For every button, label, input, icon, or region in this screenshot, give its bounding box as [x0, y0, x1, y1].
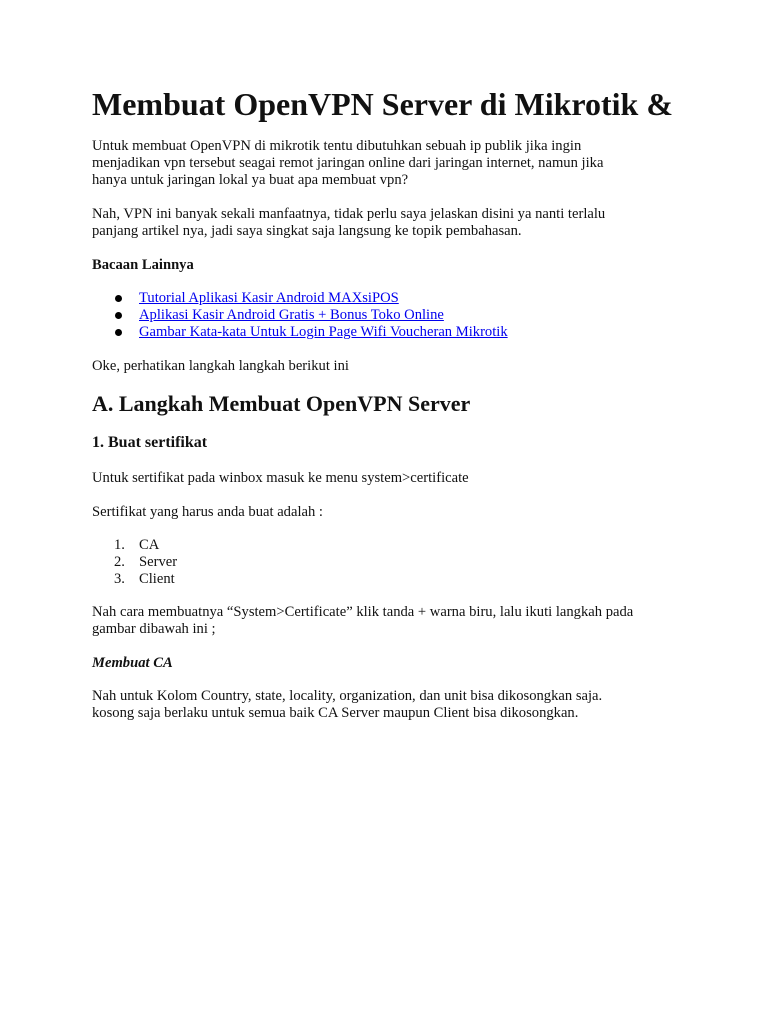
text-line: Nah cara membuatnya “System>Certificate” klik tanda + warna biru, lalu ikuti langkah pada [92, 604, 634, 620]
text-line: Untuk membuat OpenVPN di mikrotik tentu dibutuhkan sebuah ip publik jika ingin [92, 138, 582, 154]
subsection-1-heading: 1. Buat sertifikat [92, 434, 208, 451]
list-number: 2. [114, 554, 125, 570]
list-number: 1. [114, 537, 125, 553]
related-heading: Bacaan Lainnya [92, 257, 194, 273]
text-line: menjadikan vpn tersebut seagai remot jaringan online dari jaringan internet, namun jika [92, 155, 604, 171]
how-to-paragraph [92, 604, 682, 638]
related-link-3[interactable]: Gambar Kata-kata Untuk Login Page Wifi Voucheran Mikrotik [139, 324, 508, 340]
text-line: gambar dibawah ini ; [92, 621, 216, 637]
text-line: Nah untuk Kolom Country, state, locality, organization, dan unit bisa dikosongkan saja. [92, 688, 603, 704]
text-line: panjang artikel nya, jadi saya singkat saja langsung ke topik pembahasan. [92, 223, 522, 239]
section-a-heading: A. Langkah Membuat OpenVPN Server [92, 391, 471, 416]
bullet-icon [115, 295, 122, 302]
text-line: kosong saja berlaku untuk semua baik CA Server maupun Client bisa dikosongkan. [92, 705, 579, 721]
intro-paragraph-2 [92, 206, 682, 240]
bullet-icon [115, 329, 122, 336]
ca-paragraph [92, 688, 682, 722]
text-line: hanya untuk jaringan lokal ya buat apa membuat vpn? [92, 172, 409, 188]
text-line: Nah, VPN ini banyak sekali manfaatnya, tidak perlu saya jelaskan disini ya nanti terlalu [92, 206, 606, 222]
ca-heading: Membuat CA [92, 655, 173, 671]
related-link-1[interactable]: Tutorial Aplikasi Kasir Android MAXsiPOS [139, 290, 399, 306]
related-link-2[interactable]: Aplikasi Kasir Android Gratis + Bonus Toko Online [139, 307, 444, 323]
intro-paragraph-1 [92, 138, 682, 189]
bullet-icon [115, 312, 122, 319]
list-item: Server [139, 554, 178, 570]
page-title: Membuat OpenVPN Server di Mikrotik & [92, 86, 673, 122]
list-item: Client [139, 571, 175, 587]
cert-paragraph: Sertifikat yang harus anda buat adalah : [92, 504, 323, 520]
winbox-paragraph: Untuk sertifikat pada winbox masuk ke menu system>certificate [92, 470, 469, 486]
steps-intro: Oke, perhatikan langkah langkah berikut ini [92, 358, 349, 374]
list-number: 3. [114, 571, 125, 587]
list-item: CA [139, 537, 160, 553]
